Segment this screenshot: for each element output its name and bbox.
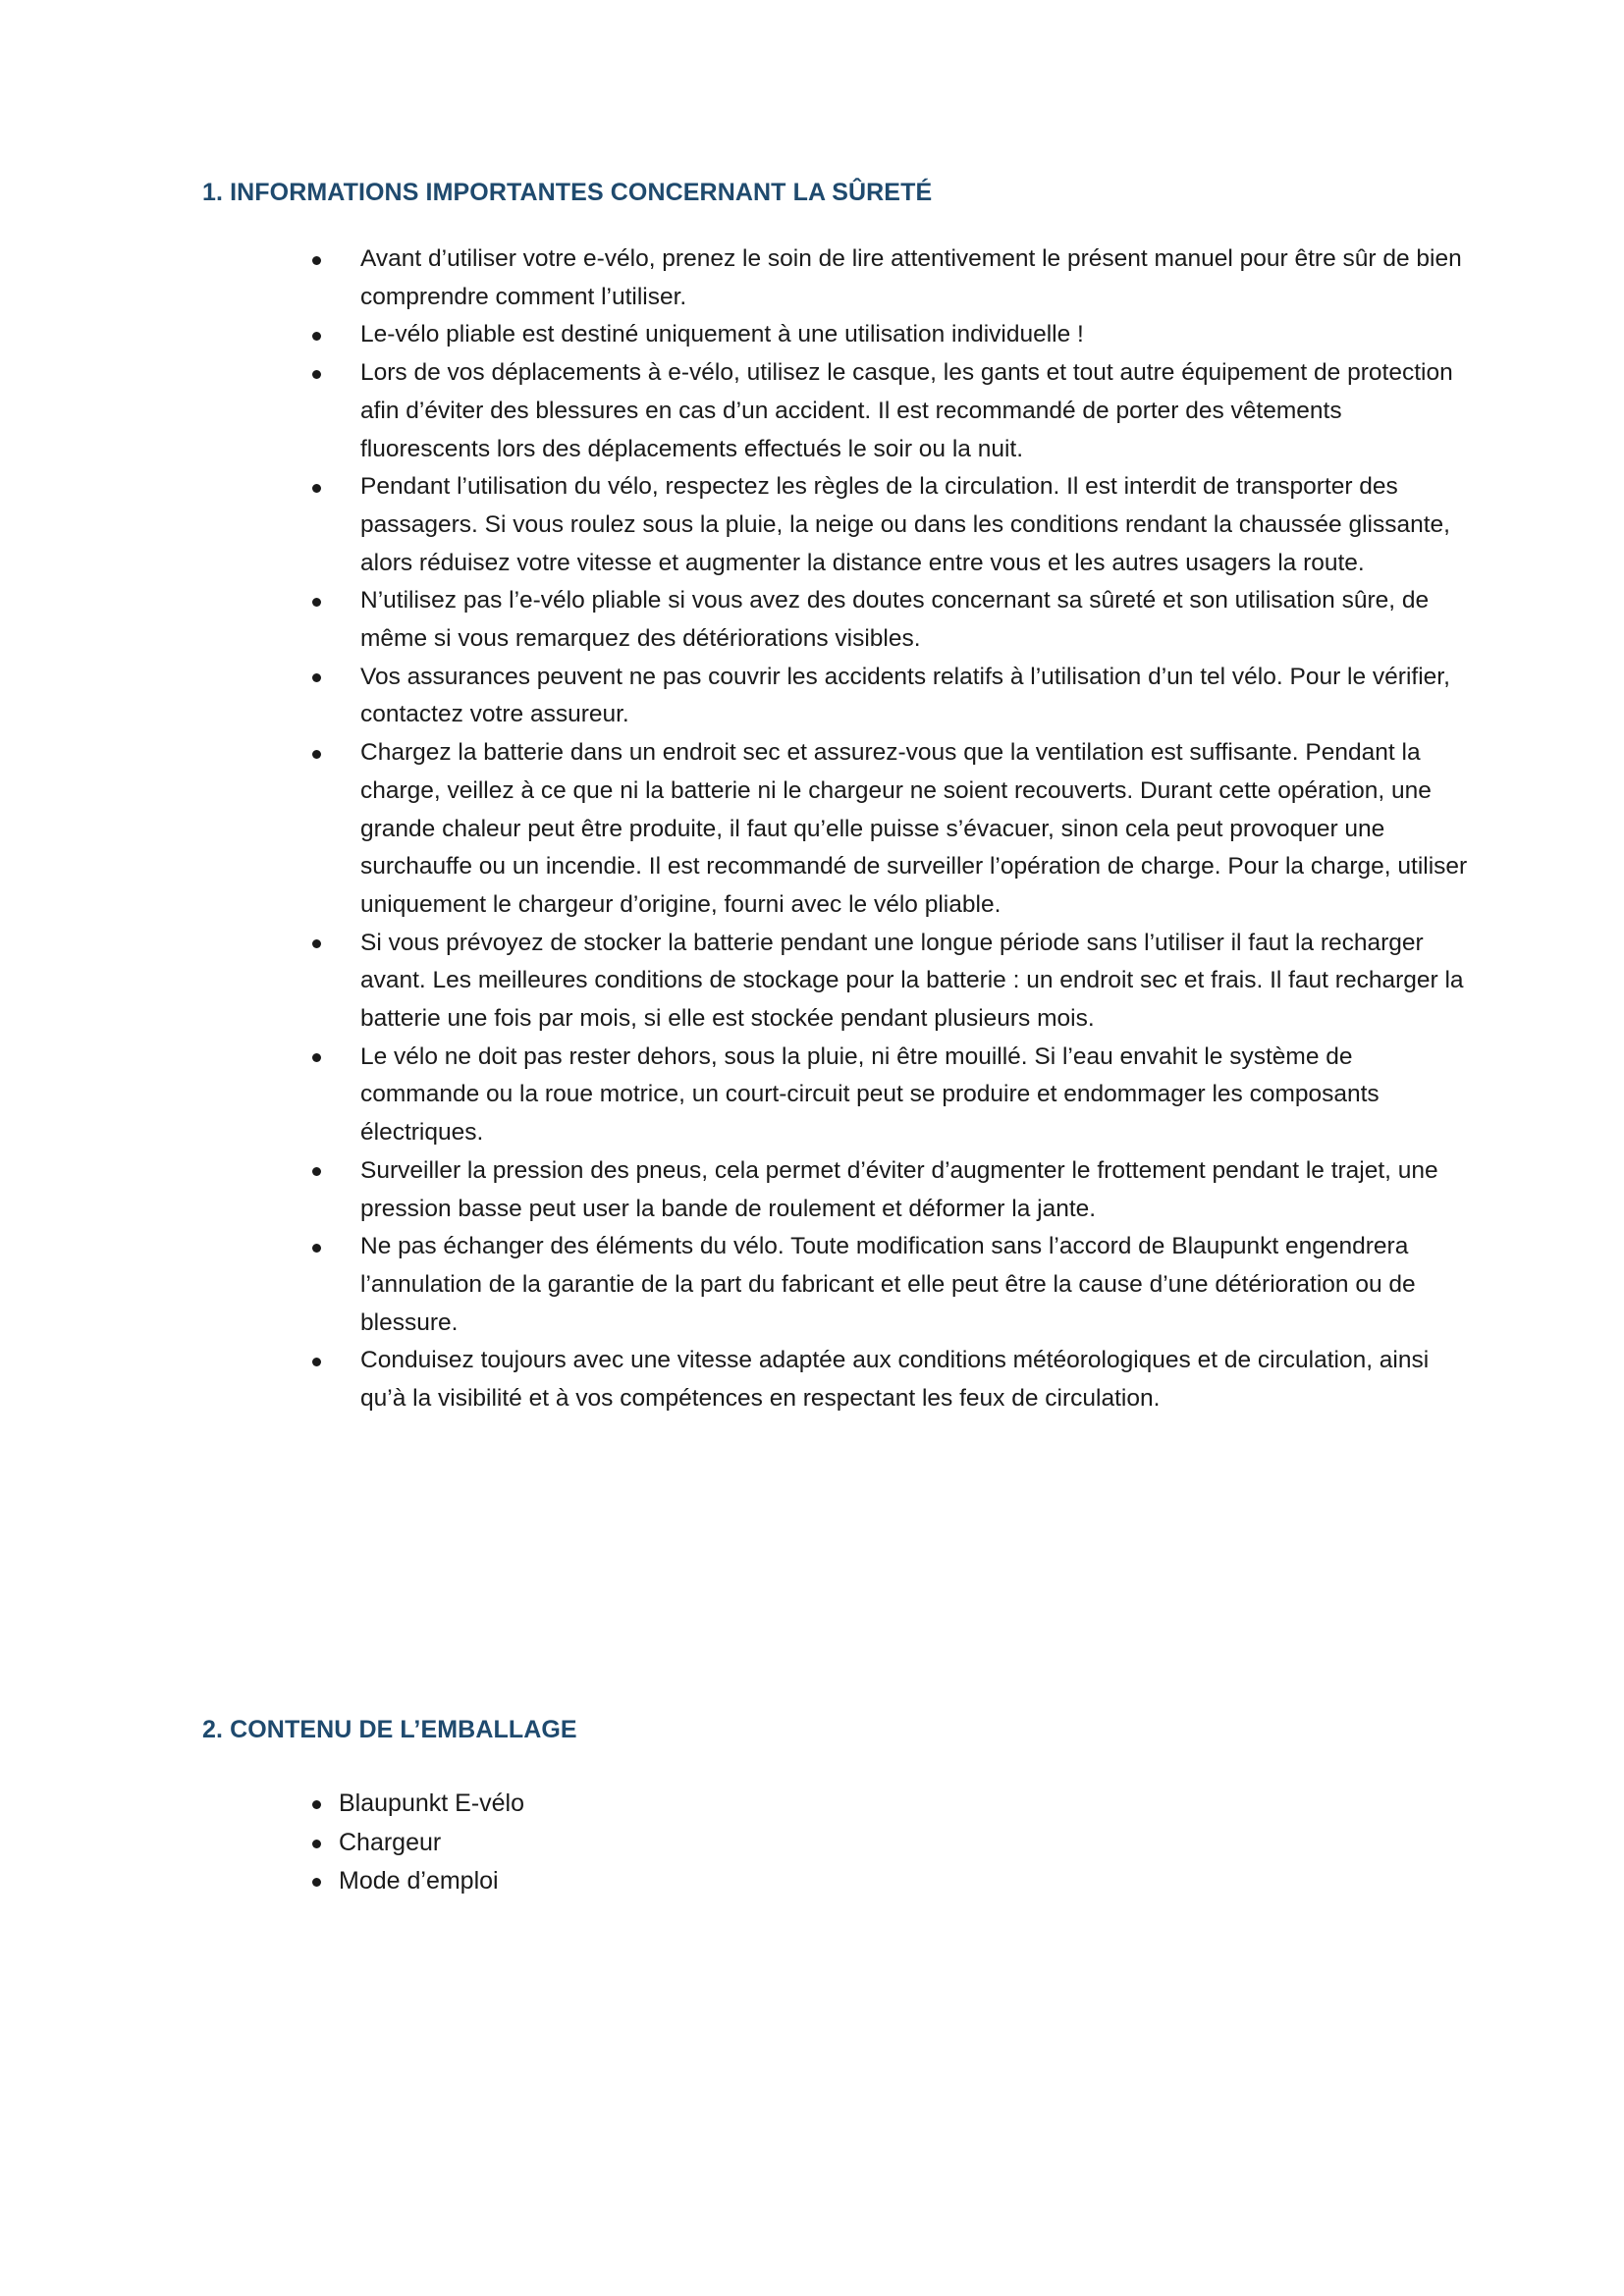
list-item-text: Avant d’utiliser votre e-vélo, prenez le soin de lire attentivement le présent manuel pour être sûr de bien comprendre comment l’utiliser. — [360, 245, 1462, 310]
list-item-text: Mode d’emploi — [339, 1867, 499, 1895]
list-item — [202, 1228, 1469, 1342]
list-item-text: Ne pas échanger des éléments du vélo. Toute modification sans l’accord de Blaupunkt engendrera l’annulation de la garantie de la part du fabricant et elle peut être la cause d’une détérioration ou de blessure. — [360, 1233, 1416, 1336]
bullet-icon — [312, 1244, 321, 1253]
section-heading-safety: 1. INFORMATIONS IMPORTANTES CONCERNANT LA SÛRETÉ — [202, 179, 933, 206]
bullet-icon — [312, 673, 321, 682]
bullet-icon — [312, 939, 321, 948]
list-item — [202, 1039, 1469, 1152]
list-item — [202, 925, 1469, 1039]
bullet-icon — [312, 598, 321, 607]
list-item — [202, 1152, 1469, 1228]
list-item — [202, 1824, 988, 1863]
list-item — [202, 1862, 988, 1901]
list-item — [202, 659, 1469, 734]
list-item-text: Surveiller la pression des pneus, cela permet d’éviter d’augmenter le frottement pendant le trajet, une pression basse peut user la bande de roulement et déformer la jante. — [360, 1156, 1438, 1222]
list-item — [202, 240, 1469, 316]
bullet-icon — [312, 1878, 321, 1887]
list-item — [202, 468, 1469, 582]
list-item-text: Vos assurances peuvent ne pas couvrir les accidents relatifs à l’utilisation d’un tel vélo. Pour le vérifier, contactez votre assureur. — [360, 663, 1450, 728]
list-item-text: N’utilisez pas l’e-vélo pliable si vous avez des doutes concernant sa sûreté et son utilisation sûre, de même si vous remarquez des détériorations visibles. — [360, 587, 1430, 653]
bullet-icon — [312, 1358, 321, 1366]
section-heading-package-contents: 2. CONTENU DE L’EMBALLAGE — [202, 1716, 577, 1743]
bullet-icon — [312, 256, 321, 265]
bullet-icon — [312, 1800, 321, 1809]
package-contents-list — [202, 1785, 988, 1901]
list-item-text: Chargeur — [339, 1828, 442, 1856]
bullet-icon — [312, 484, 321, 493]
bullet-icon — [312, 1840, 321, 1848]
list-item-text: Si vous prévoyez de stocker la batterie pendant une longue période sans l’utiliser il faut la recharger avant. Les meilleures conditions de stockage pour la batterie : un endroit sec et frais. Il faut recharger la batterie une fois par mois, si elle est stockée pendant plusieurs mois. — [360, 929, 1464, 1033]
list-item — [202, 582, 1469, 658]
list-item — [202, 1785, 988, 1824]
list-item — [202, 354, 1469, 468]
bullet-icon — [312, 750, 321, 759]
list-item — [202, 1342, 1469, 1417]
list-item — [202, 316, 1469, 354]
bullet-icon — [312, 1167, 321, 1176]
list-item-text: Pendant l’utilisation du vélo, respectez les règles de la circulation. Il est interdit de transporter des passagers. Si vous roulez sous la pluie, la neige ou dans les conditions rendant la chaussée glissante, alors réduisez votre vitesse et augmenter la distance entre vous et les autres usagers la route. — [360, 473, 1450, 576]
safety-list — [202, 240, 1469, 1418]
list-item-text: Conduisez toujours avec une vitesse adaptée aux conditions météorologiques et de circulation, ainsi qu’à la visibilité et à vos compétences en respectant les feux de circulation. — [360, 1347, 1430, 1413]
list-item-text: Blaupunkt E-vélo — [339, 1789, 525, 1817]
bullet-icon — [312, 1053, 321, 1062]
list-item-text: Le-vélo pliable est destiné uniquement à une utilisation individuelle ! — [360, 321, 1084, 348]
bullet-icon — [312, 370, 321, 379]
list-item-text: Le vélo ne doit pas rester dehors, sous la pluie, ni être mouillé. Si l’eau envahit le système de commande ou la roue motrice, un court-circuit peut se produire et endommager les composants électriques. — [360, 1042, 1380, 1147]
list-item-text: Chargez la batterie dans un endroit sec et assurez-vous que la ventilation est suffisante. Pendant la charge, veillez à ce que ni la batterie ni le chargeur ne soient recouverts. Durant cette opération, une grande chaleur peut être produite, il faut qu’elle puisse s’évacuer, sinon cela peut provoquer une surchauffe ou un incendie. Il est recommandé de surveiller l’opération de charge. Pour la charge, utiliser uniquement le chargeur d’origine, fourni avec le vélo pliable. — [360, 739, 1468, 918]
list-item — [202, 734, 1469, 925]
list-item-text: Lors de vos déplacements à e-vélo, utilisez le casque, les gants et tout autre équipement de protection afin d’éviter des blessures en cas d’un accident. Il est recommandé de porter des vêtements fluorescents lors des déplacements effectués le soir ou la nuit. — [360, 359, 1453, 462]
bullet-icon — [312, 332, 321, 341]
